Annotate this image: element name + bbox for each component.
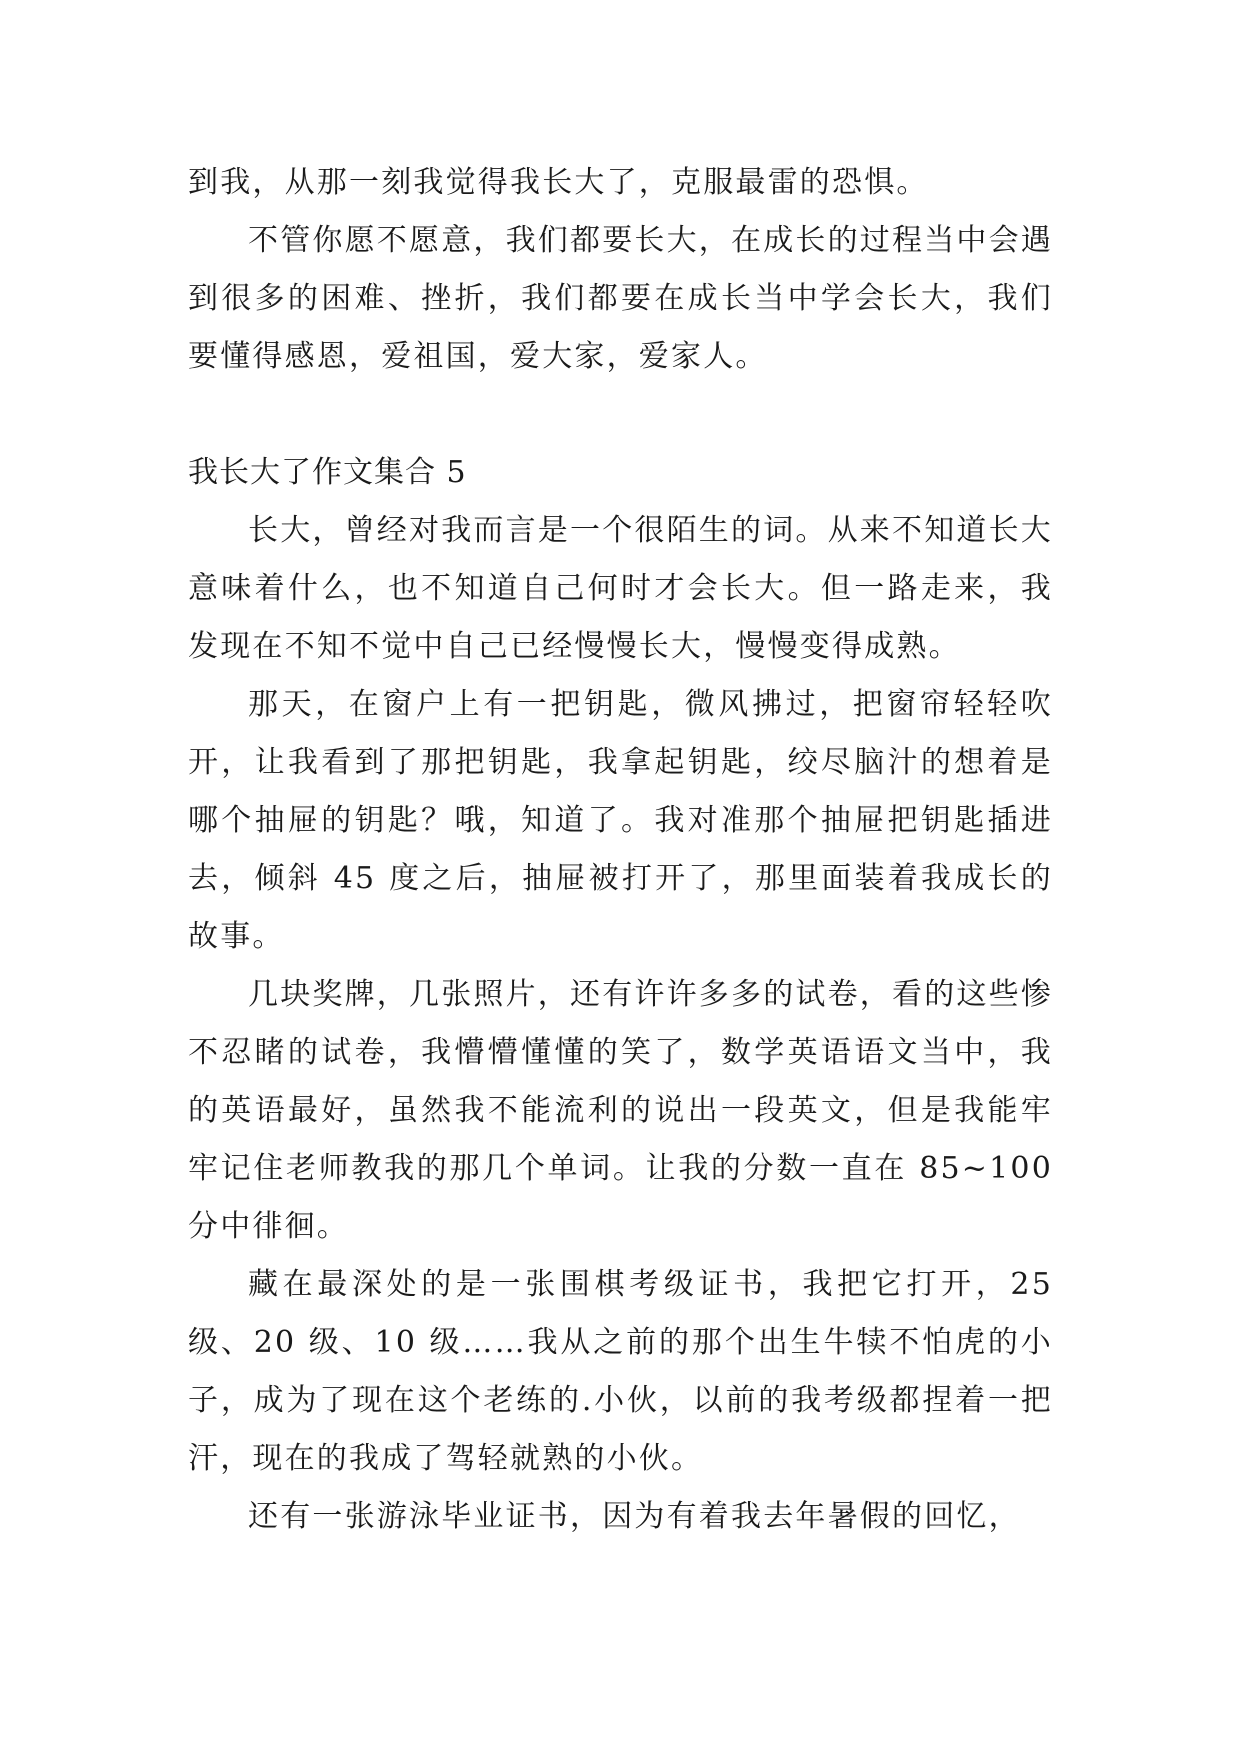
- paragraph-truncated: 还有一张游泳毕业证书，因为有着我去年暑假的回忆，: [248, 1499, 1021, 1534]
- document-body: [188, 154, 1053, 1546]
- section-heading: 我长大了作文集合 5: [188, 455, 467, 490]
- paragraph: 长大，曾经对我而言是一个很陌生的词。从来不知道长大意味着什么，也不知道自己何时才会长大。但一路走来，我发现在不知不觉中自己已经慢慢长大，慢慢变得成熟。: [188, 513, 1053, 664]
- paragraph: 几块奖牌，几张照片，还有许许多多的试卷，看的这些惨不忍睹的试卷，我懵懵懂懂的笑了，数学英语语文当中，我的英语最好，虽然我不能流利的说出一段英文，但是我能牢牢记住老师教我的那几个单词。让我的分数一直在 85~100 分中徘徊。: [188, 977, 1053, 1244]
- paragraph: 那天，在窗户上有一把钥匙，微风拂过，把窗帘轻轻吹开，让我看到了那把钥匙，我拿起钥匙，绞尽脑汁的想着是哪个抽屉的钥匙？哦，知道了。我对准那个抽屉把钥匙插进去，倾斜 45 度之后，抽屉被打开了，那里面装着我成长的故事。: [188, 687, 1053, 954]
- paragraph-continued: 到我，从那一刻我觉得我长大了，克服最雷的恐惧。: [188, 165, 929, 200]
- paragraph: 藏在最深处的是一张围棋考级证书，我把它打开，25 级、20 级、10 级……我从之前的那个出生牛犊不怕虎的小子，成为了现在这个老练的.小伙，以前的我考级都捏着一把汗，现在的我成了驾轻就熟的小伙。: [188, 1267, 1053, 1476]
- paragraph: 不管你愿不愿意，我们都要长大，在成长的过程当中会遇到很多的困难、挫折，我们都要在成长当中学会长大，我们要懂得感恩，爱祖国，爱大家，爱家人。: [188, 223, 1053, 374]
